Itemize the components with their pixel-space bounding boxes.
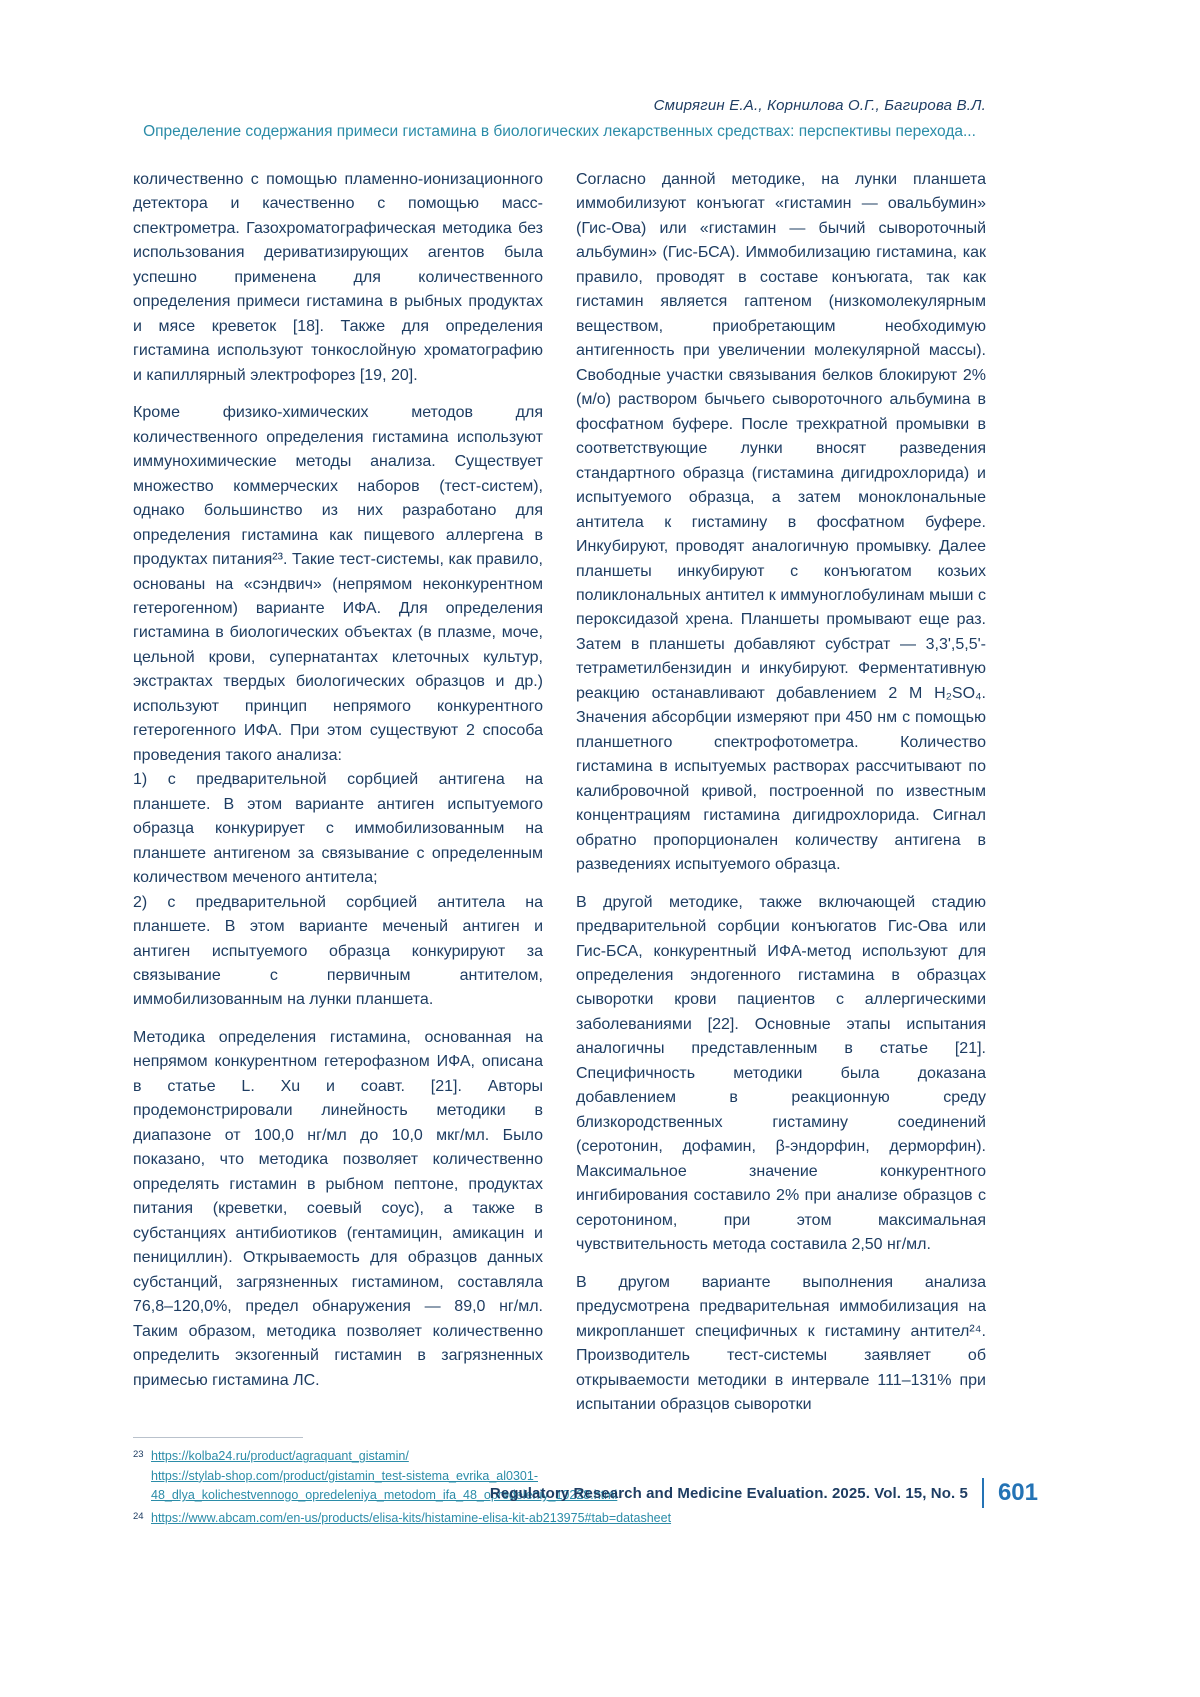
page-header [133,97,986,141]
footnote-rule [133,1437,303,1438]
footnote-link[interactable]: https://kolba24.ru/product/agraquant_gistamin/ [151,1449,409,1464]
footer-divider [982,1478,984,1508]
footnote-link[interactable]: https://www.abcam.com/en-us/products/elisa-kits/histamine-elisa-kit-ab213975#tab=datasheet [151,1510,672,1525]
running-title: Определение содержания примеси гистамина в биологических лекарственных средствах: перспективы перехода... [143,123,976,140]
running-authors: Смирягин Е.А., Корнилова О.Г., Багирова В.Л. [653,97,986,114]
footnote-marker: 23 [133,1449,144,1461]
page-number: 601 [997,1479,1038,1506]
right-column [576,168,986,1417]
paragraph: количественно с помощью пламенно-ионизационного детектора и качественно с помощью масс-спектрометра. Газохроматографическая методика без использования дериватизирующих агентов была успешно применена для количественного определения примеси гистамина в рыбных продуктах и мясе креветок [18]. Также для определения гистамина используют тонкослойную хроматографию и капиллярный электрофорез [19, 20]. [133,171,543,384]
paragraph: Согласно данной методике, на лунки планшета иммобилизуют конъюгат «гистамин — овальбумин» (Гис-Ова) или «гистамин — бычий сывороточный альбумин» (Гис-БСА). Иммобилизацию гистамина, как правило, проводят в составе конъюгата, так как гистамин является гаптеном (низкомолекулярным веществом, приобретающим необходимую антигенность при увеличении молекулярной массы). Свободные участки связывания белков блокируют 2% (м/о) раствором бычьего сывороточного альбумина в фосфатном буфере. После трехкратной промывки в соответствующие лунки вносят разведения стандартного образца (гистамина дигидрохлорида) и испытуемого образца, а затем моноклональные антитела к гистамину в фосфатном буфере. Инкубируют, проводят аналогичную промывку. Далее планшеты инкубируют с конъюгатом козьих поликлональных антител к иммуноглобулинам мыши с пероксидазой хрена. Планшеты промывают еще раз. Затем в планшеты добавляют субстрат — 3,3',5,5'-тетраметилбензидин и инкубируют. Ферментативную реакцию останавливают добавлением 2 М H₂SO₄. Значения абсорбции измеряют при 450 нм с помощью планшетного спектрофотометра. Количество гистамина в испытуемых растворах рассчитывают по калибровочной кривой, построенной по известным концентрациям гистамина дигидрохлорида. Сигнал обратно пропорционален количеству антигена в разведениях испытуемого образца. [576,171,986,874]
footnote-link[interactable]: https://stylab-shop.com/product/gistamin_test-sistema_evrika_al0301-48_dlya_kolichestvennogo_opredeleniya_metodom_ifa_48_opredeleniy_10228.html [151,1468,618,1503]
page-footer [490,1478,1038,1508]
page-content [133,97,986,1531]
paragraph: Методика определения гистамина, основанная на непрямом конкурентном гетерофазном ИФА, описана в статье L. Xu и соавт. [21]. Авторы продемонстрировали линейность методики в диапазоне от 100,0 нг/мл до 10,0 мкг/мл. Было показано, что методика позволяет количественно определять гистамин в рыбном пептоне, продуктах питания (креветки, соевый соус), а также в субстанциях антибиотиков (гентамицин, амикацин и пенициллин). Открываемость для образцов данных субстанций, загрязненных гистамином, составляла 76,8–120,0%, предел обнаружения — 89,0 нг/мл. Таким образом, методика позволяет количественно определить экзогенный гистамин в загрязненных примесью гистамина ЛС. [133,1028,543,1389]
paragraph: Кроме физико-химических методов для количественного определения гистамина используют иммунохимические методы анализа. Существует множество коммерческих наборов (тест-систем), однако большинство из них разработано для определения гистамина как пищевого аллергена в продуктах питания²³. Такие тест-системы, как правило, основаны на «сэндвич» (непрямом неконкурентном гетерогенном) варианте ИФА. Для определения гистамина в биологических объектах (в плазме, моче, цельной крови, супернатантах клеточных культур, экстрактах твердых биологических образцов и др.) используют принцип непрямого конкурентного гетерогенного ИФА. При этом существуют 2 способа проведения такого анализа: [133,404,543,764]
footnote-24 [133,1509,986,1528]
list-item-paragraph: 1) с предварительной сорбцией антигена на планшете. В этом варианте антиген испытуемого образца конкурирует с иммобилизованным на планшете антигеном за связывание с определенным количеством меченого антитела; [133,771,543,887]
journal-reference: Regulatory Research and Medicine Evaluation. 2025. Vol. 15, No. 5 [489,1484,968,1502]
list-item-paragraph: 2) с предварительной сорбцией антитела на планшете. В этом варианте меченый антиген и антиген испытуемого образца конкурируют за связывание с первичным антителом, иммобилизованным на лунки планшета. [133,893,543,1009]
left-column [133,168,543,1417]
paragraph: В другой методике, также включающей стадию предварительной сорбции конъюгатов Гис-Ова или Гис-БСА, конкурентный ИФА-метод используют для определения эндогенного гистамина в образцах сыворотки крови пациентов с аллергическими заболеваниями [22]. Основные этапы испытания аналогичны представленным в статье [21]. Специфичность методики была доказана добавлением в реакционную среду близкородственных гистамину соединений (серотонин, дофамин, β-эндорфин, дерморфин). Максимальное значение конкурентного ингибирования составило 2% при анализе образцов с серотонином, при этом максимальная чувствительность метода составила 2,50 нг/мл. [576,893,986,1254]
paragraph: В другом варианте выполнения анализа предусмотрена предварительная иммобилизация на микропланшет специфичных к гистамину антител²⁴. Производитель тест-системы заявляет об открываемости методики в интервале 111–131% при испытании образцов сыворотки [576,1273,986,1413]
footnote-marker: 24 [133,1510,144,1522]
article-body [133,168,986,1417]
